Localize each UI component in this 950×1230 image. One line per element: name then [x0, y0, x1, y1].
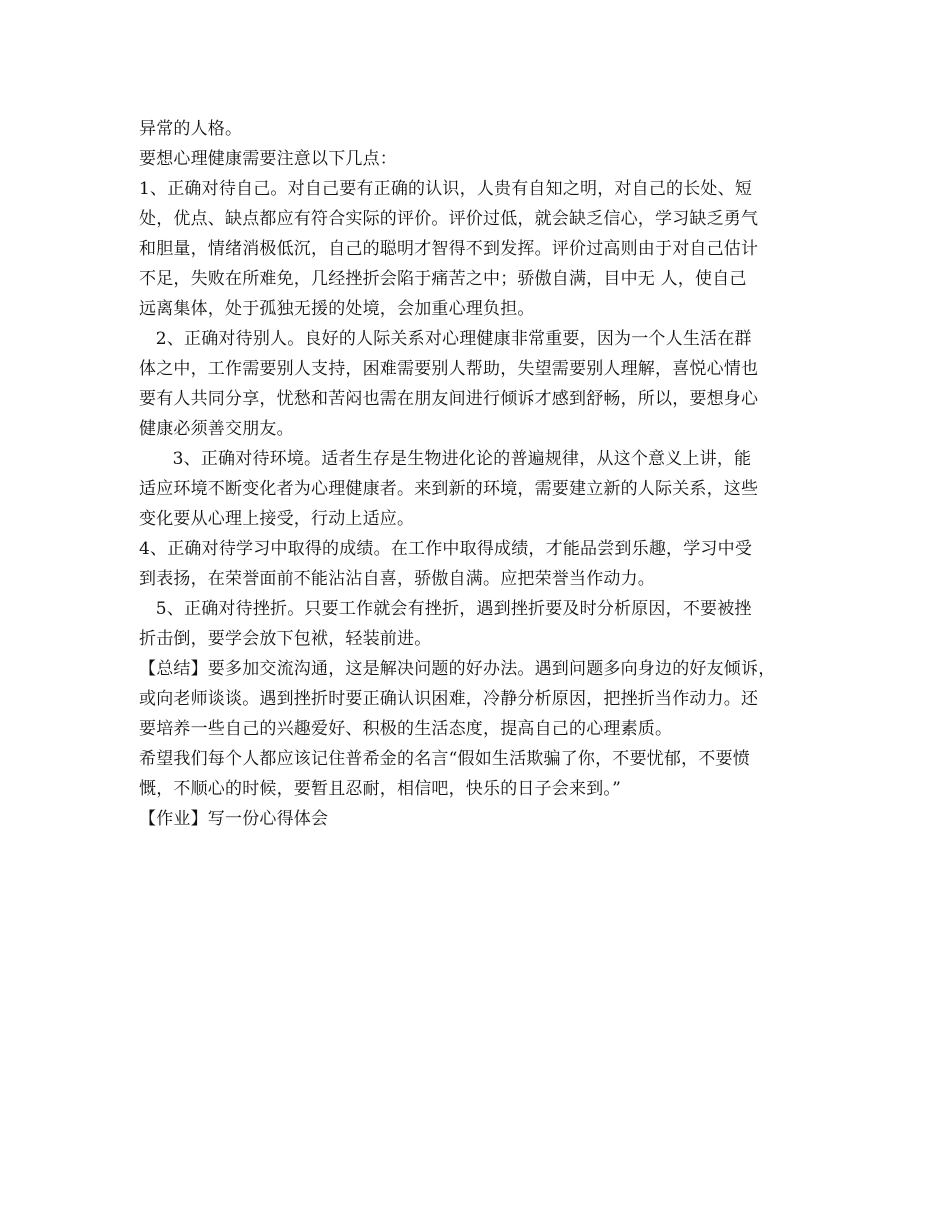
text-line: 异常的人格。 [139, 119, 243, 139]
point-2-line: 2、正确对待别人。良好的人际关系对心理健康非常重要，因为一个人生活在群 [139, 329, 752, 349]
summary-line: 要培养一些自己的兴趣爱好、积极的生活态度，提高自己的心理素质。 [139, 719, 673, 739]
summary-line: 或向老师谈谈。遇到挫折时要正确认识困难，冷静分析原因，把挫折当作动力。还 [139, 689, 759, 709]
point-1-line: 处，优点、缺点都应有符合实际的评价。评价过低，就会缺乏信心，学习缺乏勇气 [139, 209, 759, 229]
point-3-line: 变化要从心理上接受，行动上适应。 [139, 509, 415, 529]
document-body [139, 114, 821, 834]
point-5-line: 5、正确对待挫折。只要工作就会有挫折，遇到挫折要及时分析原因，不要被挫 [139, 599, 752, 619]
summary-line: 【总结】要多加交流沟通，这是解决问题的好办法。遇到问题多向身边的好友倾诉， [139, 659, 776, 679]
point-2-line: 体之中，工作需要别人支持，困难需要别人帮助，失望需要别人理解，喜悦心情也 [139, 359, 759, 379]
point-3-line: 3、正确对待环境。适者生存是生物进化论的普遍规律，从这个意义上讲，能 [139, 449, 752, 469]
point-4-line: 4、正确对待学习中取得的成绩。在工作中取得成绩，才能品尝到乐趣，学习中受 [139, 539, 753, 559]
point-1-line: 和胆量，情绪消极低沉，自己的聪明才智得不到发挥。评价过高则由于对自己估计 [139, 239, 759, 259]
point-3-line: 适应环境不断变化者为心理健康者。来到新的环境，需要建立新的人际关系，这些 [139, 479, 759, 499]
quote-line: 慨，不顺心的时候，要暂且忍耐，相信吧，快乐的日子会来到。” [139, 779, 621, 799]
point-1-line: 远离集体，处于孤独无援的处境，会加重心理负担。 [139, 299, 535, 319]
quote-line: 希望我们每个人都应该记住普希金的名言“假如生活欺骗了你，不要忧郁，不要愤 [139, 749, 750, 769]
point-2-line: 健康必须善交朋友。 [139, 419, 294, 439]
point-4-line: 到表扬，在荣誉面前不能沾沾自喜，骄傲自满。应把荣誉当作动力。 [139, 569, 655, 589]
homework-line: 【作业】写一份心得体会 [139, 809, 329, 829]
point-5-line: 折击倒，要学会放下包袱，轻装前进。 [139, 629, 432, 649]
section-intro-line: 要想心理健康需要注意以下几点： [139, 149, 397, 169]
point-1-line: 不足，失败在所难免，几经挫折会陷于痛苦之中；骄傲自满，目中无 人，使自己 [139, 269, 747, 289]
point-1-line: 1、正确对待自己。对自己要有正确的认识，人贵有自知之明，对自己的长处、短 [139, 179, 753, 199]
point-2-line: 要有人共同分享，忧愁和苦闷也需在朋友间进行倾诉才感到舒畅，所以，要想身心 [139, 389, 759, 409]
